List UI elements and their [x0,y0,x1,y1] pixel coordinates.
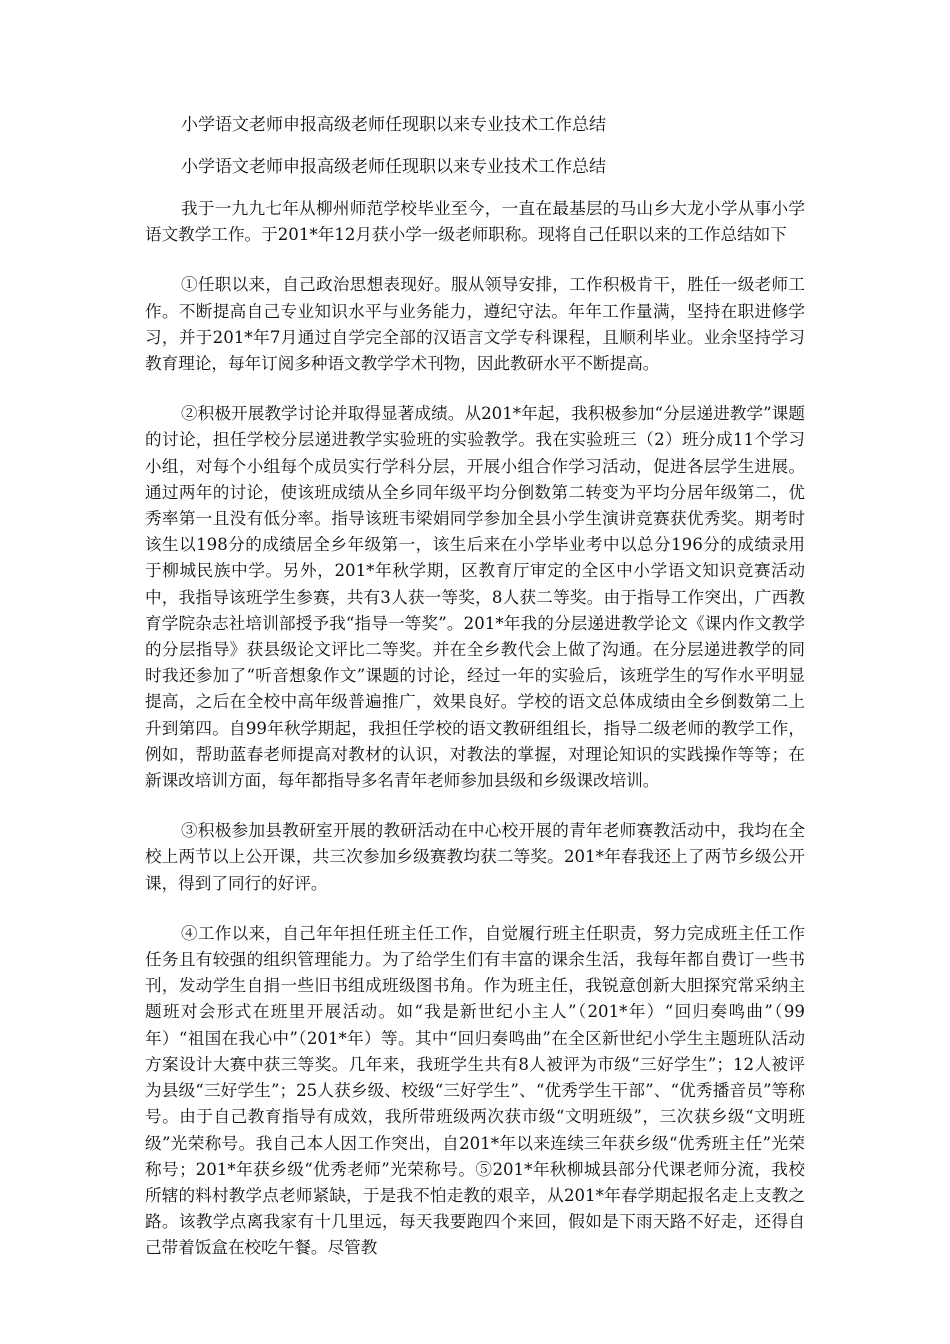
document-subtitle: 小学语文老师申报高级老师任现职以来专业技术工作总结 [181,157,606,177]
paragraph-3: ③积极参加县教研室开展的教研活动在中心校开展的青年老师赛教活动中，我均在全校上两节以上公开课，共三次参加乡级赛教均获二等奖。201*年春我还上了两节乡级公开课，得到了同行的好评。 [145,821,805,893]
paragraph-4: ④工作以来，自己年年担任班主任工作，自觉履行班主任职责，努力完成班主任工作任务且有较强的组织管理能力。为了给学生们有丰富的课余生活，我每年都自费订一些书刊，发动学生自捐一些旧书组成班级图书角。作为班主任，我锐意创新大胆探究常采纳主题班对会形式在班里开展活动。如“我是新世纪小主人”（201*年）“回归奏鸣曲”（99年）“祖国在我心中”（201*年）等。其中“回归奏鸣曲”在全区新世纪小学生主题班队活动方案设计大赛中获三等奖。几年来，我班学生共有8人被评为市级“三好学生”；12人被评为县级“三好学生”；25人获乡级、校级“三好学生”、“优秀学生干部”、“优秀播音员”等称号。由于自己教育指导有成效，我所带班级两次获市级“文明班级”，三次获乡级“文明班级”光荣称号。我自己本人因工作突出，自201*年以来连续三年获乡级“优秀班主任”光荣称号；201*年获乡级“优秀老师”光荣称号。⑤201*年秋柳城县部分代课老师分流，我校所辖的料村教学点老师紧缺，于是我不怕走教的艰辛，从201*年春学期起报名走上支教之路。该教学点离我家有十几里远，每天我要跑四个来回，假如是下雨天路不好走，还得自己带着饭盒在校吃午餐。尽管教 [145,923,805,1258]
paragraph-2: ②积极开展教学讨论并取得显著成绩。从201*年起，我积极参加“分层递进教学”课题的讨论，担任学校分层递进教学实验班的实验教学。我在实验班三（2）班分成11个学习小组，对每个小组每个成员实行学科分层，开展小组合作学习活动，促进各层学生进展。通过两年的讨论，使该班成绩从全乡同年级平均分倒数第二转变为平均分居年级第二，优秀率第一且没有低分率。指导该班韦梁娟同学参加全县小学生演讲竞赛获优秀奖。期考时该生以198分的成绩居全乡年级第一，该生后来在小学毕业考中以总分196分的成绩录用于柳城民族中学。另外，201*年秋学期，区教育厅审定的全区中小学语文知识竞赛活动中，我指导该班学生参赛，共有3人获一等奖，8人获二等奖。由于指导工作突出，广西教育学院杂志社培训部授予我“指导一等奖”。201*年我的分层递进教学论文《课内作文教学的分层指导》获县级论文评比二等奖。并在全乡教代会上做了沟通。在分层递进教学的同时我还参加了“听音想象作文”课题的讨论，经过一年的实验后，该班学生的写作水平明显提高，之后在全校中高年级普遍推广，效果良好。学校的语文总体成绩由全乡倒数第二上升到第四。自99年秋学期起，我担任学校的语文教研组组长，指导二级老师的教学工作，例如，帮助蓝春老师提高对教材的认识，对教法的掌握，对理论知识的实践操作等等；在新课改培训方面，每年都指导多名青年老师参加县级和乡级课改培训。 [145,404,805,791]
intro-paragraph: 我于一九九七年从柳州师范学校毕业至今，一直在最基层的马山乡大龙小学从事小学语文教学工作。于201*年12月获小学一级老师职称。现将自己任职以来的工作总结如下 [145,199,805,245]
paragraph-1: ①任职以来，自己政治思想表现好。服从领导安排，工作积极肯干，胜任一级老师工作。不断提高自己专业知识水平与业务能力，遵纪守法。年年工作量满，坚持在职进修学习，并于201*年7月通过自学完全部的汉语言文学专科课程，且顺利毕业。业余坚持学习教育理论，每年订阅多种语文教学学术刊物，因此教研水平不断提高。 [145,275,805,374]
document-title: 小学语文老师申报高级老师任现职以来专业技术工作总结 [181,115,606,135]
document-page [145,112,805,1286]
